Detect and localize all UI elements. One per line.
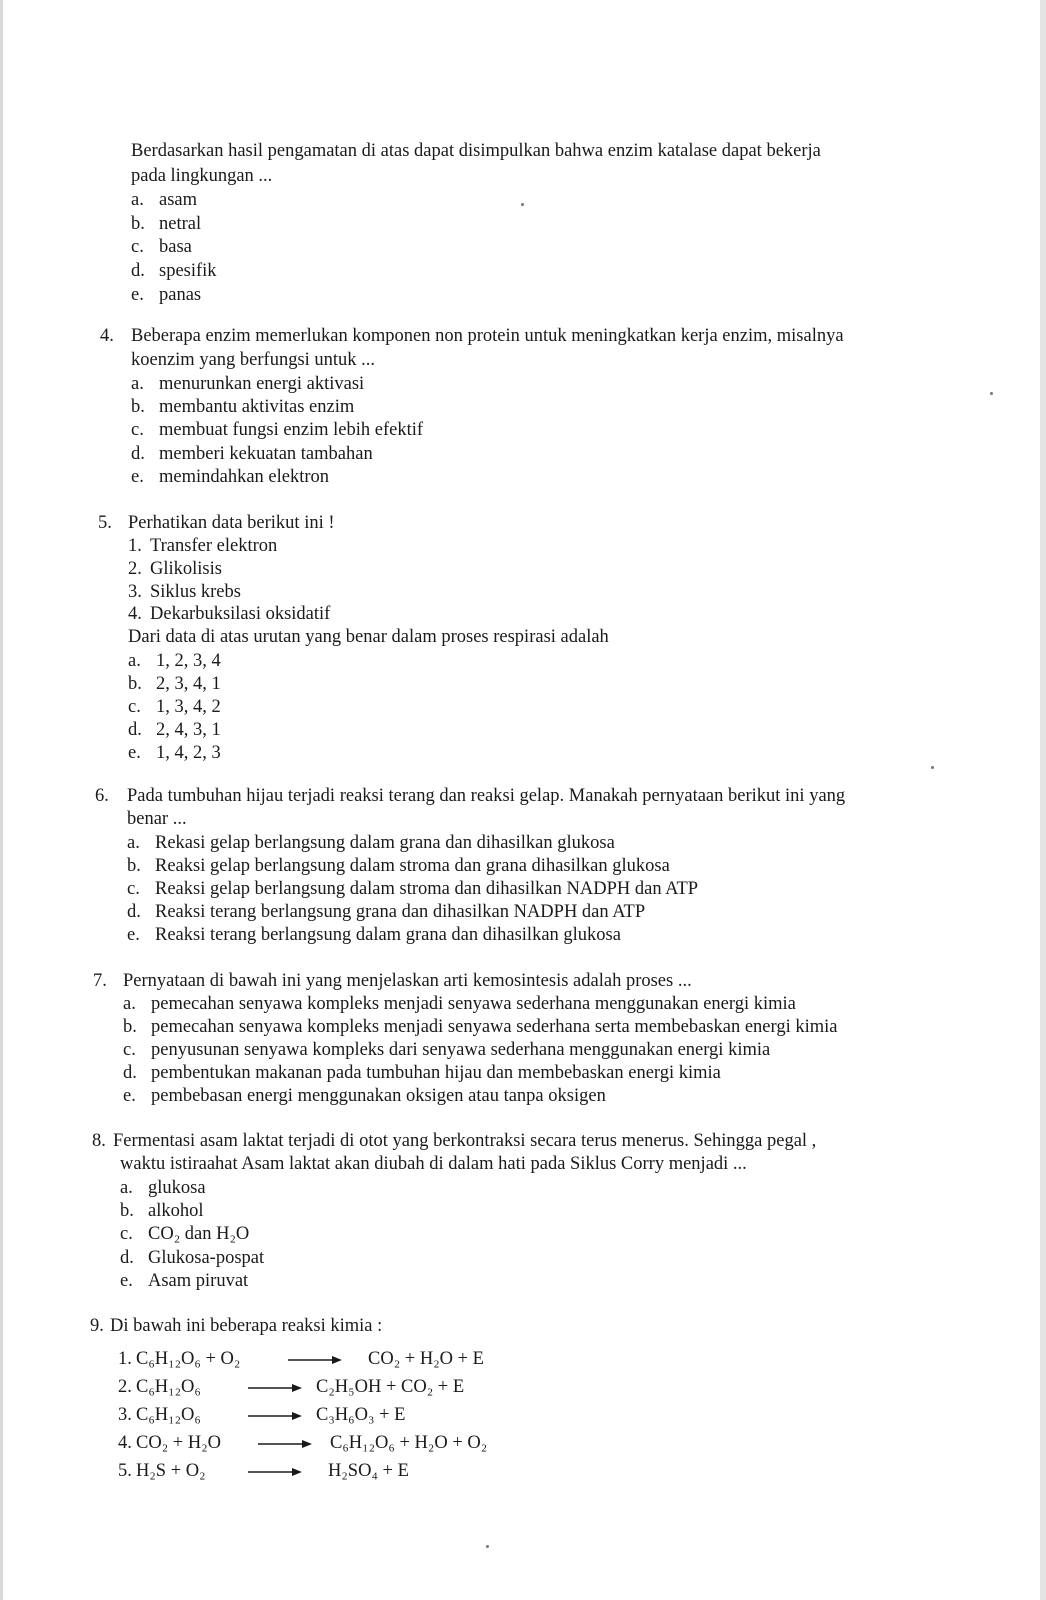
option-text: memindahkan elektron bbox=[159, 467, 330, 487]
q7-option-c bbox=[123, 1039, 770, 1062]
q6-option-e bbox=[127, 924, 621, 947]
reaction-2-reactants: C₆H₁₂O₆ bbox=[136, 1377, 201, 1397]
reaction-2-number: 2. bbox=[118, 1377, 132, 1397]
q3-option-a bbox=[131, 189, 197, 212]
option-text: netral bbox=[159, 214, 202, 234]
q7-option-b bbox=[123, 1016, 837, 1039]
scan-edge-left bbox=[0, 0, 3, 1600]
q3-option-e bbox=[131, 284, 201, 307]
option-text: Reaksi gelap berlangsung dalam stroma dan dihasilkan NADPH dan ATP bbox=[155, 879, 699, 899]
q8-stem-line-2: waktu istiraahat Asam laktat akan diubah di dalam hati pada Siklus Corry menjadi ... bbox=[120, 1154, 747, 1174]
option-text: 1, 3, 4, 2 bbox=[156, 697, 221, 717]
option-letter: b. bbox=[127, 856, 141, 876]
option-letter: a. bbox=[127, 833, 140, 853]
reaction-1-number: 1. bbox=[118, 1349, 132, 1369]
q8-number: 8. bbox=[92, 1131, 106, 1151]
item-text: Transfer elektron bbox=[150, 536, 278, 556]
option-text: glukosa bbox=[148, 1178, 206, 1198]
option-letter: e. bbox=[128, 743, 141, 763]
q3-option-c bbox=[131, 236, 192, 259]
reaction-1-products: CO₂ + H₂O + E bbox=[368, 1349, 484, 1369]
q5-data-item-4 bbox=[128, 603, 330, 626]
option-letter: e. bbox=[120, 1271, 133, 1291]
q8-option-a bbox=[120, 1177, 206, 1200]
option-text: Reaksi terang berlangsung grana dan dihasilkan NADPH dan ATP bbox=[155, 902, 646, 922]
q6-option-c bbox=[127, 878, 698, 901]
q4-option-c bbox=[131, 419, 423, 442]
reaction-5-products: H₂SO₄ + E bbox=[328, 1461, 409, 1481]
option-text: Asam piruvat bbox=[148, 1271, 249, 1291]
q8-option-c bbox=[120, 1223, 249, 1246]
item-number: 3. bbox=[128, 582, 142, 602]
q5-option-a bbox=[128, 650, 221, 673]
option-text: membantu aktivitas enzim bbox=[159, 397, 355, 417]
option-text: 1, 4, 2, 3 bbox=[156, 743, 221, 763]
option-letter: b. bbox=[131, 397, 145, 417]
q4-stem-line-2: koenzim yang berfungsi untuk ... bbox=[131, 350, 376, 370]
option-text: menurunkan energi aktivasi bbox=[159, 374, 365, 394]
q7-stem: Pernyataan di bawah ini yang menjelaskan arti kemosintesis adalah proses ... bbox=[123, 971, 692, 991]
option-text: penyusunan senyawa kompleks dari senyawa sederhana menggunakan energi kimia bbox=[151, 1040, 771, 1060]
option-text: 2, 3, 4, 1 bbox=[156, 674, 221, 694]
q4-option-a bbox=[131, 373, 364, 396]
q6-stem-line-2: benar ... bbox=[127, 809, 187, 829]
q3-stem-line-1: Berdasarkan hasil pengamatan di atas dapat disimpulkan bahwa enzim katalase dapat bekerja bbox=[131, 141, 821, 161]
option-letter: d. bbox=[127, 902, 141, 922]
q7-option-a bbox=[123, 993, 796, 1016]
item-text: Dekarbuksilasi oksidatif bbox=[150, 604, 331, 624]
option-letter: d. bbox=[120, 1248, 134, 1268]
q3-option-d bbox=[131, 260, 217, 283]
q3-stem-line-2: pada lingkungan ... bbox=[131, 166, 273, 186]
option-letter: d. bbox=[131, 261, 145, 281]
option-text: spesifik bbox=[159, 261, 217, 281]
option-letter: a. bbox=[123, 994, 136, 1014]
scan-speck bbox=[931, 766, 934, 769]
option-letter: a. bbox=[120, 1178, 133, 1198]
scan-speck bbox=[990, 392, 993, 395]
option-text: memberi kekuatan tambahan bbox=[159, 444, 373, 464]
option-letter: a. bbox=[131, 374, 144, 394]
reaction-3-number: 3. bbox=[118, 1405, 132, 1425]
q7-option-d bbox=[123, 1062, 721, 1085]
reaction-3-products: C₃H₆O₃ + E bbox=[316, 1405, 406, 1425]
option-letter: c. bbox=[123, 1040, 136, 1060]
option-letter: c. bbox=[127, 879, 140, 899]
q5-option-b bbox=[128, 673, 221, 696]
q6-option-a bbox=[127, 832, 615, 855]
reaction-4-reactants: CO₂ + H₂O bbox=[136, 1433, 222, 1453]
reaction-arrow bbox=[288, 1355, 342, 1365]
q6-option-d bbox=[127, 901, 645, 924]
item-number: 4. bbox=[128, 604, 142, 624]
option-text: pemecahan senyawa kompleks menjadi senyawa sederhana menggunakan energi kimia bbox=[151, 994, 796, 1014]
reaction-4-products: C₆H₁₂O₆ + H₂O + O₂ bbox=[330, 1433, 488, 1453]
q9-stem: Di bawah ini beberapa reaksi kimia : bbox=[110, 1316, 383, 1336]
item-text: Glikolisis bbox=[150, 559, 222, 579]
q5-option-d bbox=[128, 719, 221, 742]
item-number: 2. bbox=[128, 559, 142, 579]
option-text: pembentukan makanan pada tumbuhan hijau dan membebaskan energi kimia bbox=[151, 1063, 721, 1083]
option-letter: b. bbox=[120, 1201, 134, 1221]
q4-number: 4. bbox=[100, 326, 114, 346]
option-letter: e. bbox=[123, 1086, 136, 1106]
scan-speck bbox=[521, 203, 524, 206]
q6-option-b bbox=[127, 855, 670, 878]
reaction-3-reactants: C₆H₁₂O₆ bbox=[136, 1405, 201, 1425]
reaction-1-reactants: C₆H₁₂O₆ + O₂ bbox=[136, 1349, 241, 1369]
option-letter: e. bbox=[131, 467, 144, 487]
option-text: CO₂ dan H₂O bbox=[148, 1224, 250, 1244]
option-letter: e. bbox=[127, 925, 140, 945]
reaction-arrow bbox=[248, 1467, 302, 1477]
q5-option-e bbox=[128, 742, 221, 765]
option-letter: e. bbox=[131, 285, 144, 305]
q4-option-d bbox=[131, 443, 373, 466]
reaction-4-number: 4. bbox=[118, 1433, 132, 1453]
q5-data-item-1 bbox=[128, 535, 277, 558]
option-text: 1, 2, 3, 4 bbox=[156, 651, 221, 671]
option-letter: b. bbox=[123, 1017, 137, 1037]
q8-option-b bbox=[120, 1200, 204, 1223]
q5-option-c bbox=[128, 696, 221, 719]
option-letter: a. bbox=[128, 651, 141, 671]
q3-option-b bbox=[131, 213, 201, 236]
option-text: 2, 4, 3, 1 bbox=[156, 720, 221, 740]
q5-number: 5. bbox=[98, 513, 112, 533]
q8-option-d bbox=[120, 1247, 264, 1270]
option-letter: a. bbox=[131, 190, 144, 210]
item-text: Siklus krebs bbox=[150, 582, 241, 602]
option-letter: d. bbox=[131, 444, 145, 464]
q4-option-b bbox=[131, 396, 354, 419]
q6-stem-line-1: Pada tumbuhan hijau terjadi reaksi terang dan reaksi gelap. Manakah pernyataan berikut ini yang bbox=[127, 786, 846, 806]
q8-stem-line-1: Fermentasi asam laktat terjadi di otot yang berkontraksi secara terus menerus. Sehingga pegal , bbox=[113, 1131, 817, 1151]
q7-number: 7. bbox=[93, 971, 107, 991]
option-letter: c. bbox=[131, 420, 144, 440]
option-letter: d. bbox=[128, 720, 142, 740]
reaction-2-products: C₂H₅OH + CO₂ + E bbox=[316, 1377, 465, 1397]
reaction-5-reactants: H₂S + O₂ bbox=[136, 1461, 206, 1481]
option-text: Glukosa-pospat bbox=[148, 1248, 265, 1268]
option-text: Reaksi terang berlangsung dalam grana dan dihasilkan glukosa bbox=[155, 925, 621, 945]
q5-data-item-3 bbox=[128, 581, 241, 604]
q5-question: Dari data di atas urutan yang benar dalam proses respirasi adalah bbox=[128, 627, 609, 647]
option-letter: c. bbox=[120, 1224, 133, 1244]
option-text: Rekasi gelap berlangsung dalam grana dan dihasilkan glukosa bbox=[155, 833, 615, 853]
q4-option-e bbox=[131, 466, 329, 489]
option-letter: b. bbox=[128, 674, 142, 694]
reaction-arrow bbox=[248, 1411, 302, 1421]
item-number: 1. bbox=[128, 536, 142, 556]
option-text: pemecahan senyawa kompleks menjadi senyawa sederhana serta membebaskan energi kimia bbox=[151, 1017, 838, 1037]
option-text: pembebasan energi menggunakan oksigen atau tanpa oksigen bbox=[151, 1086, 606, 1106]
option-text: panas bbox=[159, 285, 202, 305]
q7-option-e bbox=[123, 1085, 606, 1108]
option-letter: b. bbox=[131, 214, 145, 234]
q6-number: 6. bbox=[95, 786, 109, 806]
option-letter: d. bbox=[123, 1063, 137, 1083]
option-text: asam bbox=[159, 190, 198, 210]
option-text: alkohol bbox=[148, 1201, 204, 1221]
q5-data-item-2 bbox=[128, 558, 222, 581]
scan-speck bbox=[486, 1545, 489, 1548]
reaction-arrow bbox=[258, 1439, 312, 1449]
option-text: basa bbox=[159, 237, 192, 257]
q9-number: 9. bbox=[90, 1316, 104, 1336]
q5-stem: Perhatikan data berikut ini ! bbox=[128, 513, 335, 533]
reaction-5-number: 5. bbox=[118, 1461, 132, 1481]
option-letter: c. bbox=[131, 237, 144, 257]
scan-edge-right bbox=[1040, 0, 1046, 1600]
option-text: membuat fungsi enzim lebih efektif bbox=[159, 420, 424, 440]
option-letter: c. bbox=[128, 697, 141, 717]
reaction-arrow bbox=[248, 1383, 302, 1393]
q4-stem-line-1: Beberapa enzim memerlukan komponen non protein untuk meningkatkan kerja enzim, misalnya bbox=[131, 326, 844, 346]
option-text: Reaksi gelap berlangsung dalam stroma dan grana dihasilkan glukosa bbox=[155, 856, 670, 876]
q8-option-e bbox=[120, 1270, 248, 1293]
